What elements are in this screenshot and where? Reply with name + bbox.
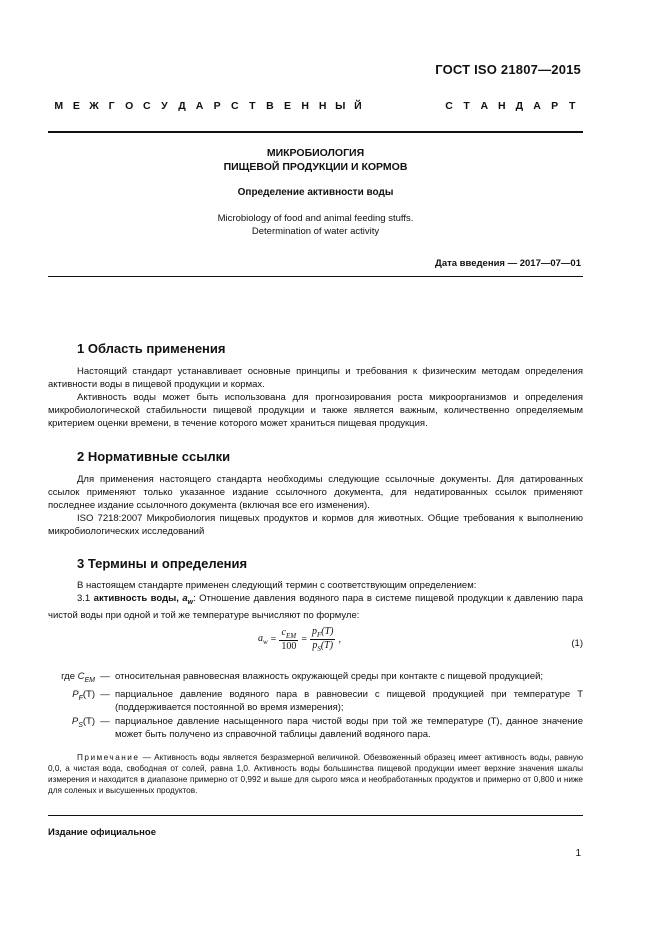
section-2-para-2: ISO 7218:2007 Микробиология пищевых продуктов и кормов для животных. Общие требования к выполнению микробиологических исследований [48, 513, 583, 537]
banner-word-interstate-letter: Е [72, 100, 80, 112]
formula-lhs-sub: w [263, 638, 268, 646]
banner-word-interstate-letter: Н [301, 100, 309, 112]
formula-eq-2: = [301, 634, 307, 645]
note-label: Примечание [77, 753, 140, 762]
frac2-den-arg: (T) [320, 640, 334, 651]
symbol-name: $P_S(T)$ [71, 715, 95, 729]
formula-tail: , [338, 634, 341, 645]
banner-word-standard-letter: А [480, 100, 489, 112]
date-rule [48, 276, 583, 277]
frac2-den-sub: S [317, 645, 321, 653]
interstate-standard-banner [50, 100, 581, 112]
banner-word-interstate-letter: Н [318, 100, 327, 112]
term-text: : Отношение давления водяного пара в системе пищевой продукции к давлению пара чистой воды при одной и той же температуре вычисляют по формуле: [48, 593, 584, 621]
page-number: 1 [575, 848, 581, 859]
section-1-para-1: Настоящий стандарт устанавливает основные принципы и требования к физическим методам определения активности воды в пищевой продукции и кормах. [48, 366, 583, 390]
where-prefix: где [61, 671, 78, 682]
banner-word-interstate-letter: А [195, 100, 204, 112]
banner-word-interstate-letter: М [54, 100, 64, 112]
definition-dash: — [100, 688, 110, 700]
footer-rule [48, 815, 583, 816]
symbol-description: парциальное давление насыщенного пара чистой воды при той же температуре (T), данное значение может быть получено из справочной таблицы давлений водяного пара. [115, 715, 583, 740]
frac1-num-sub: EM [285, 632, 297, 640]
banner-word-interstate-letter: Ы [335, 100, 346, 112]
definition-dash: — [100, 715, 110, 727]
note-text: — Активность воды является безразмерной величиной. Обезвоженный образец имеет активность воды, равную 0,0, а чистая вода, свободная от солей, равна 1,0. Активность воды большинства пищевой продукции имеет верхние значения шкалы измерения и находится в диапазоне примерно от 0,992 и выше для сырого мяса и необработанных продуктов и примерно от 0,800 и ниже для соленых и высушенных продуктов. [48, 753, 583, 795]
section-3-para-1: В настоящем стандарте применен следующий термин с соответствующим определением: [77, 580, 477, 591]
banner-word-standard-letter: Д [515, 100, 524, 112]
banner-word-interstate-letter: О [125, 100, 134, 112]
banner-word-interstate-letter: С [142, 100, 151, 112]
symbol-definition-row [48, 688, 583, 714]
header-rule [48, 131, 583, 133]
banner-word-interstate-letter: Т [249, 100, 256, 112]
doc-code: ГОСТ ISO 21807—2015 [435, 62, 581, 77]
fraction-pressure [310, 626, 336, 653]
banner-word-interstate-letter: С [230, 100, 239, 112]
doc-subtitle: Определение активности воды [237, 187, 394, 198]
section-2-para-1: Для применения настоящего стандарта необходимы следующие ссылочные документы. Для датированных ссылок применяют только указанное издание ссылочного документа, для недатированных ссылок применяют последнее издание ссылочного документа (включая все его изменения). [48, 474, 583, 511]
banner-word-interstate-letter: Ж [89, 100, 99, 112]
term-number: 3.1 [77, 593, 91, 604]
doc-title [48, 146, 583, 174]
formula-eq-1: = [270, 634, 277, 645]
frac2-num: p [311, 626, 317, 637]
banner-word-interstate-letter: Е [284, 100, 292, 112]
section-3-heading: 3 Термины и определения [77, 556, 248, 571]
title-line-2: ПИЩЕВОЙ ПРОДУКЦИИ И КОРМОВ [223, 161, 408, 173]
section-1-para-2: Активность воды может быть использована для прогнозирования роста микроорганизмов и определения микробиологической стабильности пищевой продукции и также является важным, количественно определяемым критерием оценки времени, в течение которого может храниться пищевая продукция. [48, 392, 583, 429]
formula-number: (1) [571, 638, 583, 649]
symbol-definition-row [48, 670, 583, 687]
english-title [48, 212, 583, 238]
banner-word-standard-letter: А [533, 100, 541, 112]
frac1-num: c [281, 627, 286, 638]
formula-expression [258, 626, 341, 653]
symbol-name: $P_F(T)$ [72, 688, 95, 702]
symbol-definitions [48, 670, 583, 742]
edition-label: Издание официальное [48, 827, 156, 838]
frac1-den: 100 [281, 641, 297, 652]
banner-word-interstate-letter: Р [213, 100, 221, 112]
term-symbol-sub: w [187, 598, 194, 606]
banner-word-standard-letter: Н [498, 100, 506, 112]
symbol-name: где $C_{EM}$ [61, 671, 95, 684]
note [48, 752, 583, 796]
section-1-heading: 1 Область применения [77, 341, 226, 356]
banner-word-standard-letter: Р [551, 100, 559, 112]
english-title-line-1: Microbiology of food and animal feeding stuffs. [217, 213, 414, 224]
frac2-num-arg: (T) [321, 626, 334, 637]
title-line-1: МИКРОБИОЛОГИЯ [266, 147, 365, 159]
formula-lhs: a [258, 633, 263, 644]
banner-word-standard [440, 100, 581, 112]
banner-word-interstate-letter: Й [354, 100, 362, 112]
formula-1 [48, 618, 583, 662]
frac2-den: p [312, 640, 318, 651]
banner-word-interstate-letter: Г [108, 100, 115, 112]
banner-word-interstate-letter: В [266, 100, 274, 112]
definition-dash: — [100, 671, 110, 682]
symbol-description: парциальное давление водяного пара в равновесии с пищевой продукцией при температуре T (поддерживается постоянной во время измерения); [115, 688, 583, 713]
intro-date: Дата введения — 2017—07—01 [435, 258, 581, 269]
symbol-description: относительная равновесная влажность окружающей среды при контакте с пищевой продукцией; [115, 671, 544, 682]
banner-word-interstate [50, 100, 367, 112]
term-name: активность воды, [93, 593, 179, 604]
banner-word-standard-letter: Т [463, 100, 470, 112]
banner-word-standard-letter: С [445, 100, 453, 112]
section-2-heading: 2 Нормативные ссылки [77, 449, 231, 464]
term-symbol: a [182, 593, 188, 604]
frac2-num-sub: F [316, 631, 322, 639]
english-title-line-2: Determination of water activity [251, 226, 380, 237]
banner-word-interstate-letter: У [161, 100, 168, 112]
fraction-cem [279, 627, 298, 652]
symbol-definition-row [48, 715, 583, 741]
banner-word-interstate-letter: Д [178, 100, 186, 112]
banner-word-standard-letter: Т [568, 100, 576, 112]
